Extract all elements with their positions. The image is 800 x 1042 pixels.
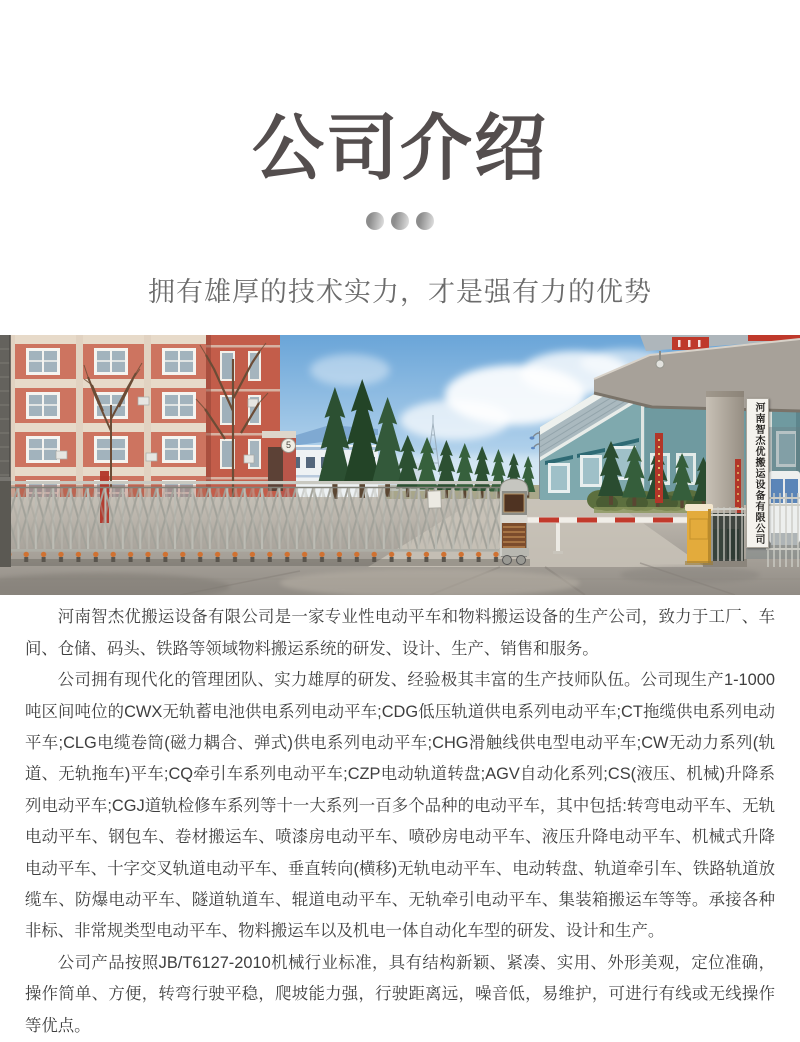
dot-icon: [366, 212, 384, 230]
company-intro-text: [0, 595, 800, 1042]
page-title: 公司介绍: [251, 109, 548, 189]
company-gate-photo: [0, 335, 800, 595]
retractable-gate: [0, 477, 530, 567]
factory-entrance-illustration: [0, 335, 800, 595]
intro-paragraph: 公司产品按照JB/T6127-2010机械行业标准，具有结构新颖、紧凑、实用、外形美观，定位准确，操作简单、方便，转弯行驶平稳，爬坡能力强，行驶距离远，噪音低，易维护，可进行有线或无线操作等优点。: [25, 953, 775, 1035]
gate-motor-unit: [499, 479, 529, 565]
side-fence: [708, 507, 746, 561]
dot-icon: [416, 212, 434, 230]
entrance-number-badge: 5: [281, 438, 296, 453]
divider-dots: [0, 212, 800, 230]
intro-paragraph: 河南智杰优搬运设备有限公司是一家专业性电动平车和物料搬运设备的生产公司，致力于工厂、车间、仓储、码头、铁路等领域物料搬运系统的研发、设计、生产、销售和服务。: [25, 608, 775, 658]
company-name-sign: 河南智杰优搬运设备有限公司: [746, 398, 769, 548]
dot-icon: [391, 212, 409, 230]
intro-paragraph: 公司拥有现代化的管理团队、实力雄厚的研发、经验极其丰富的生产技师队伍。公司现生产1-1000吨区间吨位的CWX无轨蓄电池供电系列电动平车;CDG低压轨道供电系列电动平车;CT拖缆供电系列电动平车;CLG电缆卷筒(磁力耦合、弹式)供电系列电动平车;CHG滑触线供电型电动平车;CW无动力系列(轨道、无轨拖车)平车;CQ牵引车系列电动平车;CZP电动轨道转盘;AGV自动化系列;CS(液压、机械)升降系列电动平车;CGJ道轨检修车系列等十一大系列一百多个品种的电动平车，其中包括:转弯电动平车、无轨电动平车、钢包车、卷材搬运车、喷漆房电动平车、喷砂房电动平车、液压升降电动平车、机械式升降电动平车、十字交叉轨道电动平车、垂直转向(横移)无轨电动平车、电动转盘、轨道牵引车、铁路轨道放缆车、防爆电动平车、隧道轨道车、辊道电动平车、无轨牵引电动平车、集装箱搬运车等等。承接各种非标、非常规类型电动平车、物料搬运车以及机电一体自动化车型的研发、设计和生产。: [25, 671, 775, 941]
page-subtitle: 拥有雄厚的技术实力，才是强有力的优势: [148, 277, 652, 308]
